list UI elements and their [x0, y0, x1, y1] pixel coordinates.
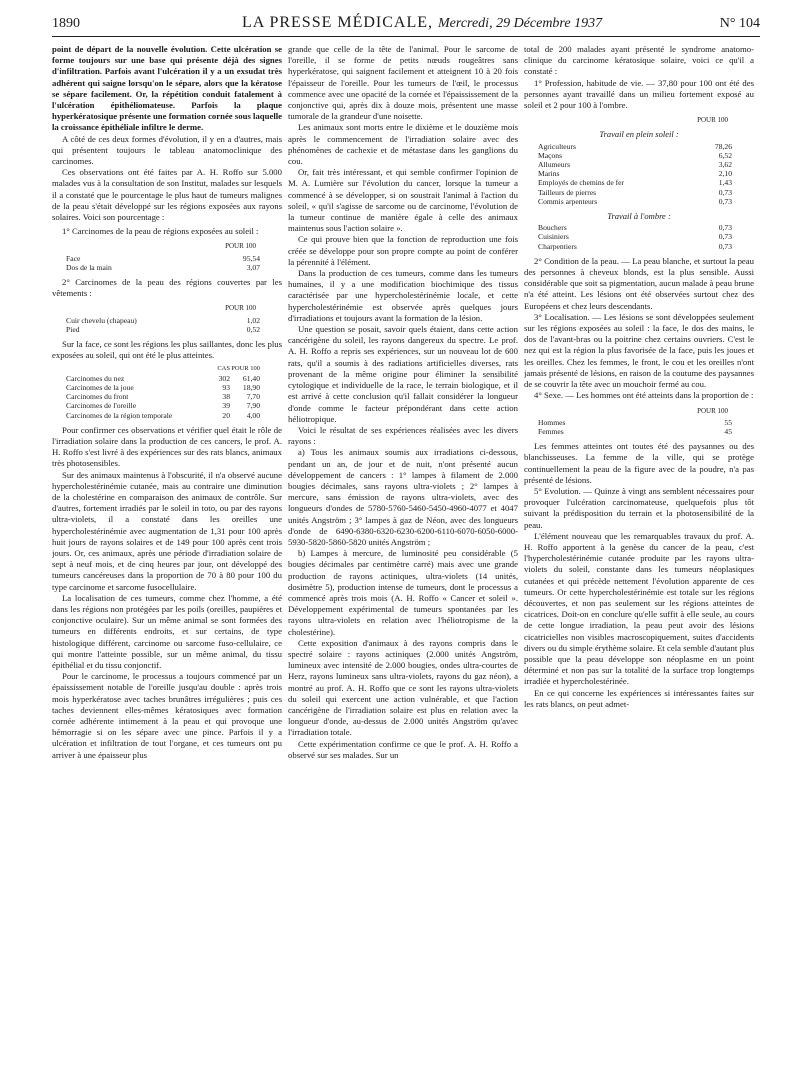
- paragraph: 2° Carcinomes de la peau des régions couvertes par les vêtements :: [52, 277, 282, 299]
- table-row: [524, 169, 754, 178]
- col-header-pour: POUR 100: [231, 365, 260, 373]
- row-value: 1,02: [246, 315, 260, 325]
- row-label: Tailleurs de pierres: [538, 187, 597, 197]
- row-value: 0,73: [718, 223, 732, 233]
- table-row: [52, 374, 282, 383]
- row-value: 0,73: [718, 241, 732, 251]
- paragraph: 4° Sexe. — Les hommes ont été atteints dans la proportion de :: [534, 390, 754, 401]
- table-header-row: [52, 364, 282, 373]
- table-row: [524, 427, 754, 436]
- row-label: Dos de la main: [66, 262, 112, 272]
- row-label: Carcinomes de la région temporale: [66, 410, 173, 420]
- paragraph: En ce qui concerne les expériences si intéressantes faites sur les rats blancs, on peut admet-: [524, 687, 754, 709]
- table-shade-professions: [524, 223, 754, 251]
- paragraph: Cette exposition d'animaux à des rayons compris dans le spectré solaire : rayons actiniques (2.000 unités Angström, lumineux avec intensité de 2.000 bougies, ondes ultra-courtes de Herz, rayons lumineux sans ultra-violets, rayons du gaz néon), a montré au prof. A. H. Roffo que ce sont les rayons ultra-violets du soleil qui exercent une action vulnérable, et que l'action cancérigène de l'irradiation solaire est plus en relation avec la longueur d'onde, au-dessus de 2.000 unités Angström qu'avec l'irradiation totale.: [288, 637, 518, 738]
- table-sex: [524, 418, 754, 436]
- table-row: [524, 242, 754, 251]
- col-header-cas: CAS: [217, 365, 230, 373]
- table-title: Travail en plein soleil :: [599, 129, 679, 140]
- paragraph: Ce qui prouve bien que la fonction de reproduction une fois créée se développe pour son propre compte au point de conférer la pérennité à l'élément.: [288, 234, 518, 267]
- row-value: 0,73: [718, 196, 732, 206]
- table-title: Travail à l'ombre :: [607, 211, 671, 222]
- table-row: [524, 418, 754, 427]
- journal-name: LA PRESSE MÉDICALE,: [242, 14, 434, 31]
- paragraph: Sur des animaux maintenus à l'obscurité, il n'a observé aucune hypercholestérinémie cutanée, mais au contraire une diminution de la cholestérine en comparaison des animaux de contrôle. Sur d'autres, fortement irradiés par le soleil in toto, ou par des rayons ultra-violets, il a constaté dans les oreilles une hypercholestérinémie avec augmentation de 1,31 pour 100 après huit jours de rayons solaires et de 149 pour 100 après cent trois jours. Or, ces animaux, après une période d'irradiation solaire de sept à neuf mois, et de cinq heures par jour, ont développé des tumeurs cancéreuses dans la proportion de 70 à 80 pour 100 du type carcinome et sarcome fusocellulaire.: [52, 469, 282, 592]
- table-row: [52, 254, 282, 263]
- paragraph: Voici le résultat de ses expériences réalisées avec les divers rayons :: [288, 424, 518, 447]
- table-row: [524, 197, 754, 206]
- table-row: [524, 223, 754, 232]
- paragraph: Les animaux sont morts entre le dixième et le douzième mois après le commencement de l'irradiation solaire avec des phénomènes de cachexie et de métastase dans les ganglions du cou.: [288, 122, 518, 167]
- paragraph: La localisation de ces tumeurs, comme chez l'homme, a été dans les régions non protégées par les poils (oreilles, paupières et conjonctive oculaire). Sur un même animal se sont formées des tumeurs en différents endroits, et sur certains, de type histologique différent, carcinome ou sarcome fuso-cellulaire, ce qui montre l'atteinte possible, sur un même animal, du tissu épithélial et du tissu conjonctif.: [52, 592, 282, 670]
- table-row: [524, 151, 754, 160]
- paragraph: Pour le carcinome, le processus a toujours commencé par un épaississement notable de l'oreille jusqu'au double : après trois mois hyperkératose avec taches brunâtres irrégulières ; puis ces taches deviennent elles-mêmes kératosiques avec formation cornée adhérente intimement à la peau et qui provoque une hémorragie si on les sépare avec une pince. Parfois il y a ulcération et infiltration de tout l'organe, et ces tumeurs ont pu arriver à une épaisseur plus: [52, 671, 282, 760]
- row-label: Carcinomes de la joue: [66, 382, 134, 392]
- paragraph: Cette expérimentation confirme ce que le prof. A. H. Roffo a observé sur ses malades. Sur un: [288, 738, 518, 760]
- row-label: Agriculteurs: [538, 141, 576, 151]
- row-label: Employés de chemins de fer: [538, 178, 625, 188]
- row-value: 61,40: [242, 373, 260, 383]
- row-label: Bouchers: [538, 223, 567, 233]
- row-label: Face: [66, 253, 81, 263]
- column-1: [52, 44, 282, 1078]
- row-value: 7,90: [246, 401, 260, 411]
- row-value: 18,90: [242, 382, 260, 392]
- row-cas: 39: [222, 401, 230, 411]
- table-row: [524, 188, 754, 197]
- row-cas: 20: [222, 410, 230, 420]
- page-year: 1890: [52, 16, 80, 31]
- row-label: Maçons: [538, 150, 563, 160]
- paragraph: b) Lampes à mercure, de luminosité peu considérable (5 bougies décimales par centimètre carré) mais avec une grande production de rayons actiniques, ultra-violets (14 unités, dosimètre 5), production intense de tumeurs, dont le processus a commencé après trois mois (A. H. Roffo « Cancer et soleil ». Développement expérimental de tumeurs spontanées par les rayons ultra-violets en relation avec l'héliotropisme de la cholestérine).: [288, 548, 518, 637]
- paragraph: Sur la face, ce sont les régions les plus saillantes, donc les plus exposées au soleil, qui ont été le plus atteintes.: [52, 339, 282, 361]
- row-value: 2,10: [718, 169, 732, 179]
- paragraph: total de 200 malades ayant présenté le syndrome anatomo-clinique du carcinome kératosique solaire, voici ce qu'il a constaté :: [524, 44, 754, 77]
- row-cas: 302: [218, 373, 230, 383]
- paragraph: grande que celle de la tête de l'animal. Pour le sarcome de l'oreille, il se forme de petits nœuds rougeâtres sans hyperkératose, qui saignent facilement et atteignent 10 à 20 fois l'épaisseur de l'oreille. Pour les tumeurs de l'œil, le processus commence avec une opacité de la cornée et l'épaississement de la conjonctive qui, après dix à douze mois, présentent une masse tumorale de la grandeur d'une noisette.: [288, 44, 518, 122]
- row-label: Cuisiniers: [538, 232, 569, 242]
- table-row: [524, 178, 754, 187]
- table-row: [524, 232, 754, 241]
- paragraph: Pour confirmer ces observations et vérifier quel était le rôle de l'irradiation solaire dans la production de ces cancers, le prof. A. H. Roffo s'est livré à des expériences sur des rats blancs, animaux très photosensibles.: [52, 424, 282, 469]
- table-row: [52, 316, 282, 325]
- column-3: [524, 44, 754, 1078]
- paragraph: Ces observations ont été faites par A. H. Roffo sur 5.000 malades vus à la consultation de son Institut, malades sur lesquels il a constaté que le pourcentage le plus haut de tumeurs malignes de la peau s'était développé sur les régions exposées aux rayons solaires. Voici son pourcentage :: [52, 167, 282, 223]
- table-unit: POUR 100: [697, 406, 728, 415]
- paragraph: Les femmes atteintes ont toutes été des paysannes ou des blanchisseuses. La femme de la ville, qui se protège continuellement la peau de la figure avec de la poudre, n'a pas présenté de lésions.: [524, 441, 754, 485]
- paragraph: 3° Localisation. — Les lésions se sont développées seulement sur les régions exposées au soleil : la face, le dos des mains, le dos de l'avant-bras ou la poitrine chez certains ouvriers. C'est le nez qui est la région la plus favorisée de la face, puis les joues et les oreilles. Chez les femmes, le front, le cou et les oreilles n'ont jamais présenté de lésions, en raison de la coutume des paysannes de se couvrir la tête avec un mouchoir fermé au cou.: [524, 311, 754, 390]
- table-covered-regions: [52, 316, 282, 334]
- row-label: Femmes: [538, 426, 564, 436]
- table-row: [52, 392, 282, 401]
- issue-number: N° 104: [719, 16, 760, 31]
- row-value: 6,52: [718, 150, 732, 160]
- row-label: Marins: [538, 169, 560, 179]
- row-value: 95,54: [242, 253, 260, 263]
- table-row: [524, 160, 754, 169]
- row-value: 78,26: [714, 141, 732, 151]
- row-label: Charpentiers: [538, 241, 577, 251]
- paragraph: Dans la production de ces tumeurs, comme dans les tumeurs humaines, il y a une modification biochimique des tissus caractérisée par une hypercholestérinémie locale, et cette hypercholestérinémie est observée après quelques jours d'irradiations et toujours avant la formation de la lésion.: [288, 268, 518, 323]
- row-value: 0,73: [718, 187, 732, 197]
- row-value: 4,00: [246, 410, 260, 420]
- table-unit: POUR 100: [225, 242, 256, 251]
- paragraph: L'élément nouveau que les remarquables travaux du prof. A. H. Roffo apportent à la genèse du cancer de la peau, c'est l'hypercholestérinémie cutanée produite par les rayons ultra-violets du soleil, constante dans les tumeurs néoplasiques cutanées et qui précède nettement l'évolution apparente de ces tumeurs. Or cette hypercholestérinémie est totale sur les régions découvertes, et non pas seulement sur les régions atteintes de cicatrices. Doit-on en conclure qu'elle suffit à elle seule, au cours de cette longue irradiation, la peau peut avoir des lésions cicatricielles non visibles macroscopiquement, suites d'accidents divers ou du simple érythème solaire. Et cela semble d'autant plus possible que la peau développe son néoplasme en un point déterminé et non pas sur la totalité de la surface trop longtemps irradiée et hypercholestérinée.: [524, 530, 754, 687]
- table-row: [52, 383, 282, 392]
- paragraph: a) Tous les animaux soumis aux irradiations ci-dessous, pendant un an, de jour et de nuit, n'ont présenté aucun développement de cancers : 1° lampes à filament de 2.000 bougies décimales, sans rayons ultra-violets ; 2° lampes à mercure, sans émission de rayons ultra-violets, avec des longueurs d'ondes de 5780-5760-5460-5450-4960-4077 et 4047 unités Angström ; 3° lampes à gaz de Néon, avec des longueurs d'onde de 6490-6380-6320-6230-6200-6110-6070-6050-6000-5930-5820-5860-5820 unités Angström ;: [288, 447, 518, 547]
- journal-title: [242, 14, 602, 32]
- table-unit: POUR 100: [225, 304, 256, 313]
- row-value: 3,62: [718, 160, 732, 170]
- table-exposed-regions: [52, 254, 282, 272]
- page-header: [52, 10, 760, 37]
- table-face-carcinomas: [52, 364, 282, 419]
- table-row: [52, 411, 282, 420]
- row-label: Pied: [66, 324, 80, 334]
- row-cas: 38: [222, 392, 230, 402]
- row-value: 55: [724, 417, 732, 427]
- row-value: 7,70: [246, 392, 260, 402]
- table-unit: POUR 100: [697, 116, 728, 125]
- paragraph: 1° Profession, habitude de vie. — 37,80 pour 100 ont été des personnes ayant travaillé dans un milieu fortement exposé au soleil et 2 pour 100 à l'ombre.: [524, 77, 754, 111]
- row-label: Carcinomes du front: [66, 392, 129, 402]
- row-value: 45: [724, 426, 732, 436]
- row-cas: 93: [222, 382, 230, 392]
- paragraph: 1° Carcinomes de la peau de régions exposées au soleil :: [62, 226, 259, 237]
- paragraph: point de départ de la nouvelle évolution. Cette ulcération se forme toujours sur une base qui présente déjà des signes d'infiltration. Parfois avant l'ulcération il y a un exsudat très adhérent qui saigne lorsqu'on le sépare, alors que la kératose se sépare facilement. Or, la répétition conduit fatalement à l'ulcération épithéliomateuse. Parfois la plaque hyperkératosique présente une formation cornée sous laquelle la croissance épithéliale infiltre le derme.: [52, 44, 282, 133]
- row-value: 3,07: [246, 262, 260, 272]
- table-sun-professions: [524, 142, 754, 206]
- table-row: [52, 401, 282, 410]
- row-label: Cuir chevelu (chapeau): [66, 315, 137, 325]
- row-label: Carcinomes du nez: [66, 373, 125, 383]
- table-row: [52, 263, 282, 272]
- row-value: 0,52: [246, 324, 260, 334]
- paragraph: 5° Evolution. — Quinze à vingt ans semblent nécessaires pour provoquer l'ulcération carcinomateuse, quelquefois plus tôt suivant la prédisposition du terrain et la photosensibilité de la peau.: [524, 485, 754, 530]
- row-label: Commis arpenteurs: [538, 196, 598, 206]
- issue-date: Mercredi, 29 Décembre 1937: [438, 16, 603, 31]
- row-label: Hommes: [538, 417, 566, 427]
- table-row: [524, 142, 754, 151]
- row-label: Carcinomes de l'oreille: [66, 401, 137, 411]
- paragraph: Une question se posait, savoir quels étaient, dans cette action cancérigène du soleil, les rayons dangereux du spectre. Le prof. A. H. Roffo a repris ses expériences, sur un nouveau lot de 600 rats, qu'il a soumis à des radiations artificielles diverses, rats provenant de la même origine pour éliminer la sensibilité cytologique et individuelle de la race, le terrain biologique, et il est arrivé à cette conclusion qu'il fallait considérer la longueur d'onde comme le facteur prépondérant dans cette action héliotropique.: [288, 324, 518, 424]
- table-row: [52, 325, 282, 334]
- paragraph: A côté de ces deux formes d'évolution, il y en a d'autres, mais qui présentent toujours le tableau anatomoclinique des carcinomes.: [52, 133, 282, 167]
- paragraph: 2° Condition de la peau. — La peau blanche, et surtout la peau des personnes à cheveux blonds, est la plus sensible. Aussi considérable que soit sa pigmentation, aucun malade à peau brune n'a été atteint. Les lésions ont été observées surtout chez des Européens et chez leurs descendants.: [524, 255, 754, 311]
- row-label: Allumeurs: [538, 160, 571, 170]
- paragraph: Or, fait très intéressant, et qui semble confirmer l'opinion de M. A. Lumière sur l'évolution du cancer, lorsque la tumeur a commencé à se développer, si on soustrait l'animal à l'action du soleil, « qu'il s'agisse de sarcome ou de carcinome, l'évolution de la tumeur continue de manière égale à celle des animaux maintenus sous l'action solaire ».: [288, 167, 518, 234]
- row-value: 1,43: [718, 178, 732, 188]
- row-value: 0,73: [718, 232, 732, 242]
- column-2: [288, 44, 518, 1078]
